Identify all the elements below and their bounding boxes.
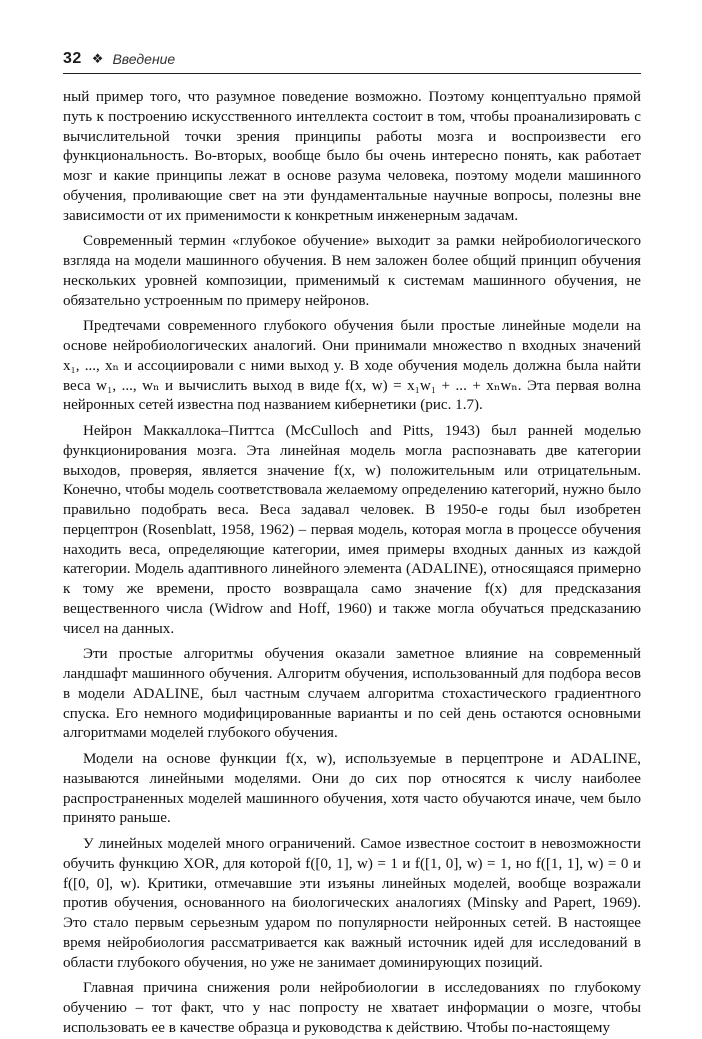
paragraph: Эти простые алгоритмы обучения оказали заметное влияние на современный ландшафт машинного обучения. Алгоритм обучения, использованный для подбора весов в модели ADALINE, был частным случаем алгоритма стохастического градиентного спуска. Его немного модифицированные варианты и по сей день остаются основными алгоритмами моделей глубокого обучения. <box>63 646 641 742</box>
paragraph: Модели на основе функции f(x, w), используемые в перцептроне и ADALINE, называются линейными моделями. Они до сих пор относятся к числу наиболее распространенных моделей машинного обучения, хотя часто обучаются иначе, чем было принято раньше. <box>63 751 641 827</box>
running-header <box>63 48 641 70</box>
body-text <box>63 88 641 1039</box>
paragraph: ный пример того, что разумное поведение возможно. Поэтому концептуально прямой путь к построению искусственного интеллекта состоит в том, чтобы проанализировать с вычислительной точки зрения принципы работы мозга и воспроизвести его функциональность. Во-вторых, вообще было бы очень интересно понять, как работает мозг и какие принципы лежат в основе разума человека, поэтому модели машинного обучения, проливающие свет на эти фундаментальные научные вопросы, полезны вне зависимости от их применимости к конкретным инженерным задачам. <box>63 89 641 224</box>
section-title: Введение <box>112 51 176 67</box>
paragraph: Главная причина снижения роли нейробиологии в исследованиях по глубокому обучению – тот факт, что у нас попросту не хватает информации о мозге, чтобы использовать ее в качестве образца и руководства к действию. Чтобы по-настоящему <box>63 980 641 1036</box>
diamond-icon: ❖ <box>91 51 104 66</box>
paragraph: Предтечами современного глубокого обучения были простые линейные модели на основе нейробиологических аналогий. Они принимали множество n входных значений x₁, ..., xₙ и ассоциировали с ними выход y. В ходе обучения модель должна была найти веса w₁, ..., wₙ и вычислить выход в виде f(x, w) = x₁w₁ + ... + xₙwₙ. Эта первая волна нейронных сетей известна под названием кибернетики (рис. 1.7). <box>63 318 641 414</box>
page-number: 32 <box>63 50 82 67</box>
paragraph: Современный термин «глубокое обучение» выходит за рамки нейробиологического взгляда на модели машинного обучения. В нем заложен более общий принцип обучения нескольких уровней композиции, применимый к системам машинного обучения, не обязательно устроенным по примеру нейронов. <box>63 233 641 309</box>
paragraph: Нейрон Маккаллока–Питтса (McCulloch and Pitts, 1943) был ранней моделью функционирования мозга. Эта линейная модель могла распознавать две категории выходов, проверяя, является значение f(x, w) положительным или отрицательным. Конечно, чтобы модель соответствовала желаемому определению категорий, нужно было правильно подобрать веса. Веса задавал человек. В 1950-е годы был изобретен перцептрон (Rosenblatt, 1958, 1962) – первая модель, которая могла в процессе обучения находить веса, определяющие категории, имея примеры входных данных из каждой категории. Модель адаптивного линейного элемента (ADALINE), относящаяся примерно к тому же времени, просто возвращала само значение f(x) для предсказания вещественного числа (Widrow and Hoff, 1960) и также могла обучаться предсказанию чисел на данных. <box>63 423 641 637</box>
header-rule <box>63 73 641 74</box>
paragraph: У линейных моделей много ограничений. Самое известное состоит в невозможности обучить функцию XOR, для которой f([0, 1], w) = 1 и f([1, 0], w) = 1, но f([1, 1], w) = 0 и f([0, 0], w). Критики, отмечавшие эти изъяны линейных моделей, вообще возражали против обучения, основанного на биологических аналогиях (Minsky and Papert, 1969). Это стало первым серьезным ударом по популярности нейронных сетей. В настоящее время нейробиология рассматривается как важный источник идей для исследований в области глубокого обучения, но уже не занимает доминирующих позиций. <box>63 836 641 971</box>
